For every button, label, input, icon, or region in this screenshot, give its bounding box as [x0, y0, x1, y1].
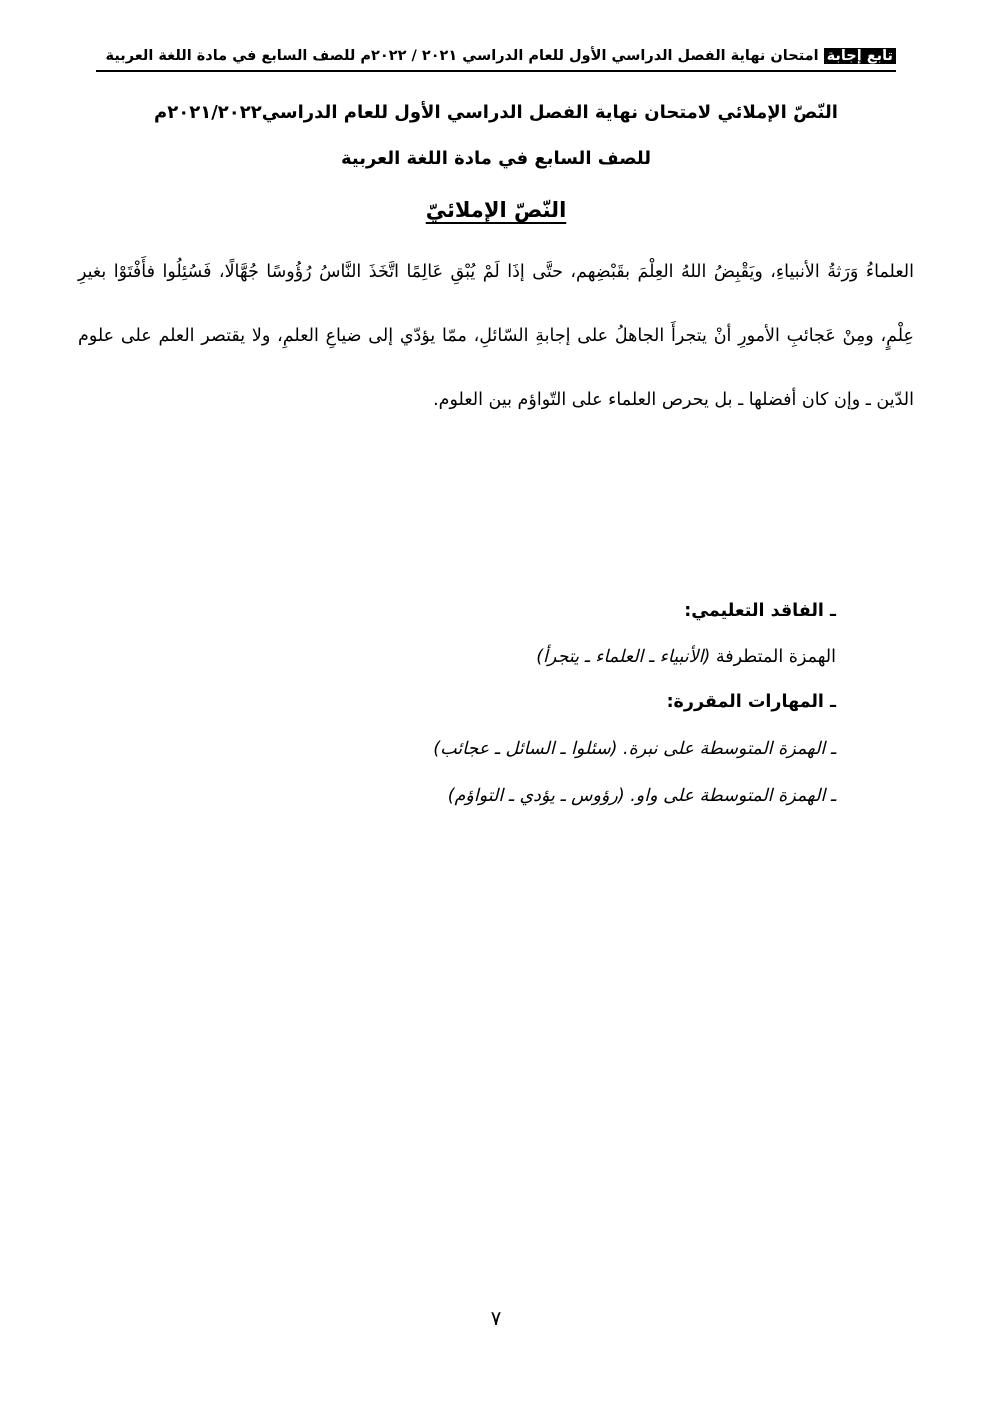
exam-title: النّصّ الإملائي لامتحان نهاية الفصل الدراسي الأول للعام الدراسي٢٠٢١/٢٠٢٢م	[154, 102, 838, 123]
skill-item: ـ الهمزة المتوسطة على واو. (رؤوس ـ يؤدي ـ التواؤم)	[447, 786, 836, 806]
exam-subtitle: للصف السابع في مادة اللغة العربية	[340, 148, 652, 169]
educational-loss-lead: الهمزة المتطرفة	[710, 647, 836, 667]
running-header	[96, 44, 896, 72]
passage-text: العلماءُ وَرَثةُ الأنبياءِ، ويَقْبِضُ اللهُ العِلْمَ بقَبْضِهم، حتَّى إذَا لَمْ يُبْقِ عَالِمًا اتَّخَذَ النَّاسُ رُؤُوسًا جُهَّالًا، فَسُئِلُوا فأَفْتَوْا بغيرِ عِلْمٍ، ومِنْ عَجائبِ الأمورِ أنْ يتجرأَ الجاهلُ على إجابةِ السّائلِ، ممّا يؤدّي إلى ضياعِ العلمِ، ولا يقتصر العلم على علوم الدّين ـ وإن كان أفضلها ـ بل يحرص العلماء على التّواؤم بين العلوم.	[78, 262, 914, 410]
section-heading: النّصّ الإملائيّ	[425, 198, 567, 222]
page-number: ٧	[490, 1306, 502, 1330]
educational-loss-examples: (الأنبياء ـ العلماء ـ يتجرأ)	[536, 647, 711, 667]
prescribed-skills-heading: ـ المهارات المقررة:	[666, 692, 836, 712]
educational-loss-heading: ـ الفاقد التعليمي:	[684, 601, 836, 621]
header-tag: تابع إجابة	[824, 48, 896, 64]
dictation-passage	[78, 240, 914, 432]
educational-loss-item	[536, 642, 836, 672]
skill-item: ـ الهمزة المتوسطة على نبرة. (سئلوا ـ السائل ـ عجائب)	[433, 739, 836, 759]
header-text: امتحان نهاية الفصل الدراسي الأول للعام الدراسي ٢٠٢١ / ٢٠٢٢م للصف السابع في مادة اللغة العربية	[105, 48, 824, 64]
